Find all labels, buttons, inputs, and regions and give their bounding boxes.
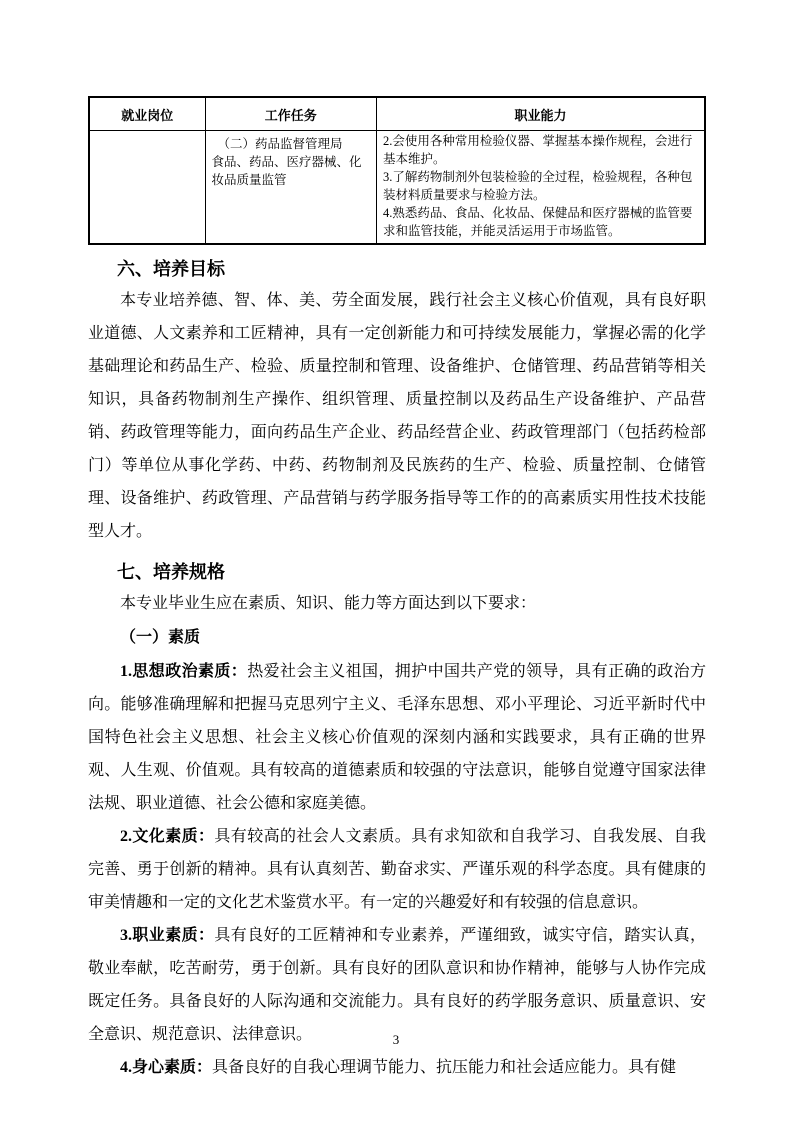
ability-item: 4.熟悉药品、食品、化妆品、保健品和医疗器械的监管要求和监管技能，并能灵活运用于市场监管。 bbox=[382, 206, 693, 238]
quality-item-label: 4.身心素质： bbox=[120, 1059, 213, 1076]
ability-item: 3.了解药物制剂外包装检验的全过程，检验规程，各种包装材料质量要求与检验方法。 bbox=[382, 170, 693, 202]
quality-item-label: 1.思想政治素质： bbox=[120, 663, 248, 680]
table-header-row bbox=[89, 97, 705, 131]
quality-item-label: 3.职业素质： bbox=[120, 927, 215, 944]
page-number: 3 bbox=[392, 1032, 400, 1047]
quality-item-label: 2.文化素质： bbox=[120, 828, 215, 845]
cell-employment-position bbox=[89, 131, 205, 245]
section-seven-intro: 本专业毕业生应在素质、知识、能力等方面达到以下要求： bbox=[120, 595, 537, 612]
quality-item-text: 具有良好的工匠精神和专业素养，严谨细致，诚实守信，踏实认真，敬业奉献，吃苦耐劳，勇于创新。具有良好的团队意识和协作精神，能够与人协作完成既定任务。具备良好的人际沟通和交流能力。具有良好的药学服务意识、质量意识、安全意识、规范意识、法律意识。 bbox=[88, 927, 706, 1043]
task-title: （二）药品监督管理局 bbox=[217, 137, 343, 151]
task-body: 食品、药品、医疗器械、化妆品质量监管 bbox=[211, 155, 362, 187]
quality-item-text: 具备良好的自我心理调节能力、抗压能力和社会适应能力。具有健 bbox=[212, 1059, 677, 1076]
table-header-professional-ability: 职业能力 bbox=[376, 97, 705, 131]
quality-item-ideological bbox=[88, 655, 706, 820]
job-competency-table bbox=[88, 96, 706, 245]
table-header-employment-position: 就业岗位 bbox=[89, 97, 205, 131]
cell-professional-ability bbox=[376, 131, 705, 245]
quality-item-text: 热爱社会主义祖国，拥护中国共产党的领导，具有正确的政治方向。能够准确理解和把握马克思列宁主义、毛泽东思想、邓小平理论、习近平新时代中国特色社会主义思想、社会主义核心价值观的深刻内涵和实践要求，具有正确的世界观、人生观、价值观。具有较高的道德素质和较强的守法意识，能够自觉遵守国家法律法规、职业道德、社会公德和家庭美德。 bbox=[88, 663, 706, 812]
section-seven-heading: 七、培养规格 bbox=[117, 562, 225, 582]
table-header-work-task: 工作任务 bbox=[205, 97, 376, 131]
quality-item-cultural bbox=[88, 820, 706, 919]
quality-item-text: 具有较高的社会人文素质。具有求知欲和自我学习、自我发展、自我完善、勇于创新的精神。具有认真刻苦、勤奋求实、严谨乐观的科学态度。具有健康的审美情趣和一定的文化艺术鉴赏水平。有一定的兴趣爱好和有较强的信息意识。 bbox=[88, 828, 706, 911]
ability-item: 2.会使用各种常用检验仪器、掌握基本操作规程，会进行基本维护。 bbox=[382, 134, 693, 166]
section-six-heading: 六、培养目标 bbox=[117, 259, 225, 279]
cell-work-task bbox=[205, 131, 376, 245]
quality-item-physical-mental bbox=[88, 1051, 706, 1084]
section-six-body: 本专业培养德、智、体、美、劳全面发展，践行社会主义核心价值观，具有良好职业道德、人文素养和工匠精神，具有一定创新能力和可持续发展能力，掌握必需的化学基础理论和药品生产、检验、质量控制和管理、设备维护、仓储管理、药品营销等相关知识，具备药物制剂生产操作、组织管理、质量控制以及药品生产设备维护、产品营销、药政管理等能力，面向药品生产企业、药品经营企业、药政管理部门（包括药检部门）等单位从事化学药、中药、药物制剂及民族药的生产、检验、质量控制、仓储管理、设备维护、药政管理、产品营销与药学服务指导等工作的的高素质实用性技术技能型人才。 bbox=[88, 292, 706, 540]
table-row bbox=[89, 131, 705, 245]
subsection-quality-heading: （一）素质 bbox=[120, 629, 201, 646]
